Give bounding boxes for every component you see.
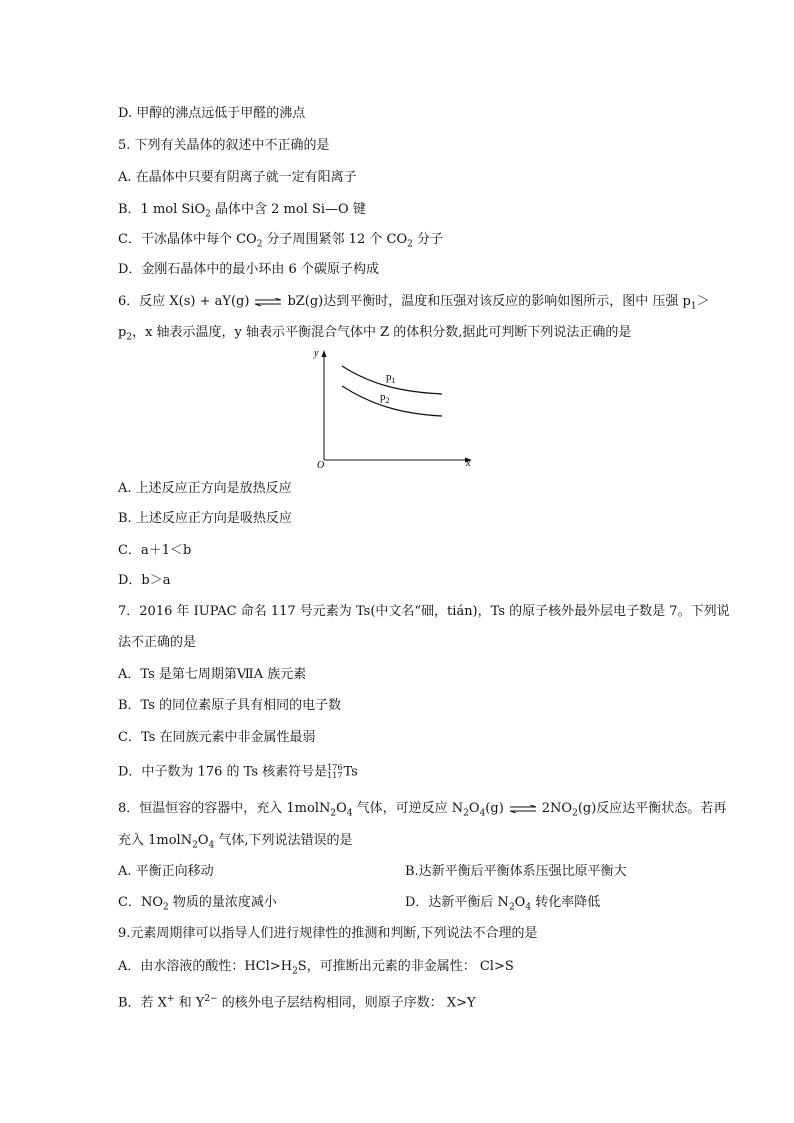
q6-option-c bbox=[118, 543, 191, 559]
subscript: 2 bbox=[508, 902, 515, 913]
text: 8．恒温恒容的容器中，充入 1molN bbox=[118, 801, 331, 816]
text: 物质的量浓度减小 bbox=[168, 895, 277, 910]
text: B．1 mol SiO bbox=[118, 202, 206, 217]
text: D．金刚石晶体中的最小环由 6 个碳原子构成 bbox=[118, 262, 379, 277]
q8-option-b: B.达新平衡后平衡体系压强比原平衡大 bbox=[405, 864, 627, 879]
text: O bbox=[336, 801, 347, 816]
q8-options-cd bbox=[118, 895, 601, 916]
text: 分子 bbox=[412, 232, 443, 247]
q6-option-d bbox=[118, 573, 171, 589]
text: C．干冰晶体中每个 CO bbox=[118, 232, 257, 247]
text: S，可推断出元素的非金属性： Cl>S bbox=[297, 959, 514, 974]
q8-options-ab bbox=[118, 864, 627, 880]
q7-option-a bbox=[118, 667, 306, 683]
subscript: 4 bbox=[208, 840, 215, 851]
x-axis-label: x bbox=[466, 458, 471, 469]
subscript: 4 bbox=[479, 808, 486, 819]
y-axis-label: y bbox=[314, 348, 319, 359]
question-7-cont bbox=[118, 635, 196, 651]
subscript: 2 bbox=[292, 966, 298, 977]
question-5 bbox=[118, 138, 330, 154]
text: O bbox=[468, 801, 480, 816]
subscript: 4 bbox=[525, 902, 532, 913]
subscript: 2 bbox=[330, 808, 337, 819]
question-9 bbox=[118, 926, 538, 942]
text: 6．反应 X(s) + aY(g) bbox=[118, 294, 250, 309]
text: ＞ bbox=[696, 294, 710, 309]
q9-option-a bbox=[118, 959, 514, 980]
text: B．若 X bbox=[118, 995, 167, 1011]
question-8-cont bbox=[118, 833, 353, 854]
subscript: 2 bbox=[407, 239, 413, 250]
origin-label: O bbox=[317, 460, 325, 471]
q7-option-b bbox=[118, 698, 341, 714]
mass-number: 176 bbox=[327, 763, 343, 772]
text: D. 甲醇的沸点远低于甲醛的沸点 bbox=[118, 106, 306, 121]
text: 转化率降低 bbox=[531, 895, 601, 910]
text: O bbox=[197, 833, 209, 848]
subscript: 2 bbox=[192, 840, 198, 851]
text: A．Ts 是第七周期第ⅦA 族元素 bbox=[118, 667, 307, 682]
text: bZ(g)达到平衡时，温度和压强对该反应的影响如图所示，图中 压强 p bbox=[287, 294, 691, 309]
equilibrium-arrow-icon bbox=[255, 298, 281, 306]
text: 2NO bbox=[541, 801, 573, 816]
text: D．中子数为 176 的 Ts 核素符号是 bbox=[118, 764, 328, 780]
subscript: 2 bbox=[205, 209, 211, 220]
question-6 bbox=[118, 294, 710, 315]
text: 7．2016 年 IUPAC 命名 117 号元素为 Ts(中文名“鿬，tián)，Ts 的原子核外最外层电子数是 7。下列说 bbox=[118, 604, 730, 619]
curve-p2-label: $p_2$ bbox=[380, 391, 390, 405]
option-d-line bbox=[118, 106, 305, 122]
q5-option-b bbox=[118, 202, 366, 223]
equilibrium-arrow-icon bbox=[510, 805, 536, 813]
q8-option-d bbox=[405, 895, 600, 916]
subscript: 1 bbox=[690, 301, 697, 312]
q9-option-b bbox=[118, 991, 476, 1011]
question-7 bbox=[118, 604, 730, 620]
text: (g)反应达平衡状态。若再 bbox=[577, 801, 727, 816]
text: 气体，可逆反应 N bbox=[352, 801, 464, 816]
subscript: 2 bbox=[256, 239, 263, 250]
text: A．由水溶液的酸性：HCl>H bbox=[118, 959, 293, 974]
q8-option-a: A. 平衡正向移动 bbox=[118, 864, 214, 879]
text: 气体,下列说法错误的是 bbox=[214, 833, 353, 848]
text: (g) bbox=[485, 801, 504, 816]
q6-option-b bbox=[118, 511, 292, 527]
subscript: 2 bbox=[572, 808, 578, 819]
pressure-temperature-graph bbox=[300, 342, 490, 472]
text: B．Ts 的同位素原子具有相同的电子数 bbox=[118, 698, 342, 713]
text: 9.元素周期律可以指导人们进行规律性的推测和判断,下列说法不合理的是 bbox=[118, 926, 538, 941]
subscript: 2 bbox=[126, 332, 133, 343]
text: ，x 轴表示温度，y 轴表示平衡混合气体中 Z 的体积分数,据此可判断下列说法正确的是 bbox=[132, 325, 632, 340]
text: 晶体中含 2 mol Si—O 键 bbox=[210, 202, 366, 217]
text: 分子周围紧邻 12 个 CO bbox=[262, 232, 408, 247]
curve-p1-label: $p_1$ bbox=[386, 371, 396, 385]
text: 法不正确的是 bbox=[118, 635, 197, 650]
q8-option-c bbox=[118, 895, 277, 913]
text: D．b＞a bbox=[118, 573, 171, 588]
text: B. 上述反应正方向是吸热反应 bbox=[118, 511, 292, 526]
text: C．a＋1＜b bbox=[118, 543, 192, 558]
nuclide-notation bbox=[327, 764, 342, 780]
text: Ts bbox=[343, 764, 358, 780]
text: A. 在晶体中只要有阴离子就一定有阳离子 bbox=[118, 170, 357, 185]
text: 充入 1molN bbox=[118, 833, 193, 848]
superscript: 2− bbox=[204, 994, 218, 1004]
curve-p2 bbox=[342, 386, 442, 416]
text: p bbox=[118, 325, 127, 340]
text: 和 Y bbox=[174, 995, 205, 1011]
question-8 bbox=[118, 801, 726, 822]
subscript: 2 bbox=[162, 902, 169, 913]
subscript: 2 bbox=[463, 808, 469, 819]
text: C．NO bbox=[118, 895, 163, 910]
text: D．达新平衡后 N bbox=[405, 895, 509, 910]
q5-option-a bbox=[118, 170, 357, 186]
subscript: 4 bbox=[346, 808, 353, 819]
text: A. 上述反应正方向是放热反应 bbox=[118, 481, 292, 496]
text: O bbox=[514, 895, 526, 910]
text: 5. 下列有关晶体的叙述中不正确的是 bbox=[118, 138, 330, 153]
y-axis-arrow-icon bbox=[322, 350, 327, 357]
q7-option-c bbox=[118, 730, 315, 746]
q6-option-a bbox=[118, 481, 292, 497]
q7-option-d bbox=[118, 764, 358, 781]
atomic-number: 117 bbox=[327, 771, 343, 780]
text: C．Ts 在同族元素中非金属性最弱 bbox=[118, 730, 316, 745]
superscript: + bbox=[166, 994, 175, 1004]
q5-option-c bbox=[118, 232, 443, 253]
q5-option-d bbox=[118, 262, 379, 278]
text: 的核外电子层结构相同，则原子序数： X>Y bbox=[217, 995, 476, 1011]
